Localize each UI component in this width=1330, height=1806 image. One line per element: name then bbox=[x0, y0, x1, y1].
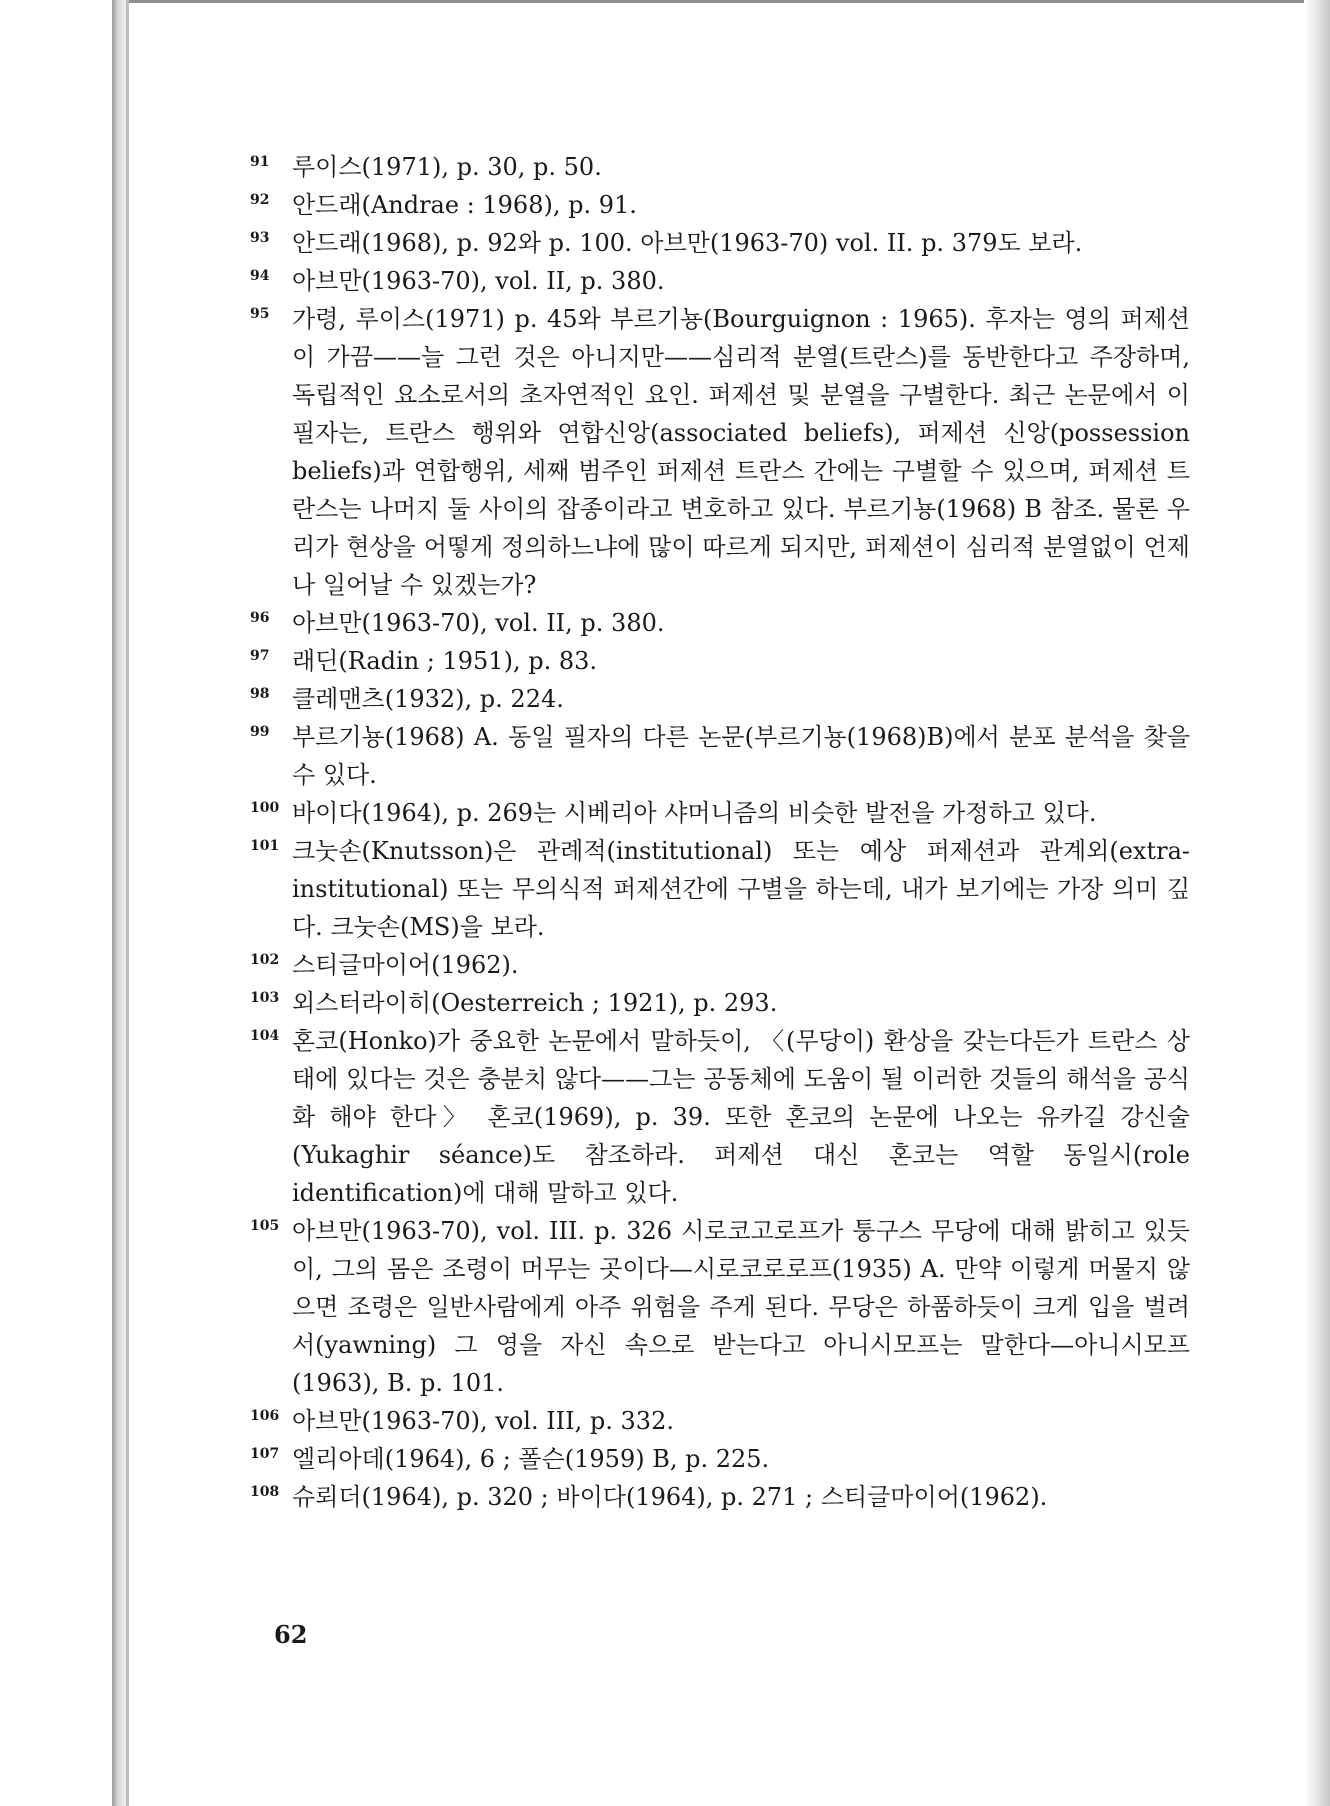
footnote-text: 크눗손(Knutsson)은 관례적(institutional) 또는 예상 퍼제션과 관계외(extra-institutional) 또는 무의식적 퍼제션간에 구별을 하는데, 내가 보기에는 가장 의미 깊다. 크눗손(MS)을 보라. bbox=[292, 837, 1190, 941]
footnote-text: 외스터라이히(Oesterreich ; 1921), p. 293. bbox=[292, 989, 778, 1017]
footnote-105 bbox=[250, 1212, 1190, 1402]
footnote-number: 105 bbox=[250, 1218, 280, 1234]
footnote-106 bbox=[250, 1402, 1190, 1440]
footnotes-list bbox=[250, 148, 1190, 1516]
footnote-text: 부르기뇽(1968) A. 동일 필자의 다른 논문(부르기뇽(1968)B)에서 분포 분석을 찾을 수 있다. bbox=[292, 723, 1190, 789]
footnote-number: 104 bbox=[250, 1028, 280, 1044]
footnote-number: 94 bbox=[250, 268, 270, 284]
footnote-107 bbox=[250, 1440, 1190, 1478]
footnote-text: 아브만(1963-70), vol. II, p. 380. bbox=[292, 267, 665, 295]
page-edge-right bbox=[1304, 0, 1330, 1806]
footnote-100 bbox=[250, 794, 1190, 832]
footnote-text: 스티글마이어(1962). bbox=[292, 951, 519, 979]
footnote-text: 가령, 루이스(1971) p. 45와 부르기뇽(Bourguignon : 1965). 후자는 영의 퍼제션이 가끔——늘 그런 것은 아니지만——심리적 분열(트란스)를 동반한다고 주장하며, 독립적인 요소로서의 초자연적인 요인. 퍼제션 및 분열을 구별한다. 최근 논문에서 이 필자는, 트란스 행위와 연합신앙(associated beliefs), 퍼제션 신앙(possession beliefs)과 연합행위, 세째 범주인 퍼제션 트란스 간에는 구별할 수 있으며, 퍼제션 트란스는 나머지 둘 사이의 잡종이라고 변호하고 있다. 부르기뇽(1968) B 참조. 물론 우리가 현상을 어떻게 정의하느냐에 많이 따르게 되지만, 퍼제션이 심리적 분열없이 언제나 일어날 수 있겠는가? bbox=[292, 305, 1190, 599]
footnote-number: 92 bbox=[250, 192, 270, 208]
footnote-108 bbox=[250, 1478, 1190, 1516]
footnote-number: 95 bbox=[250, 306, 270, 322]
page-number: 62 bbox=[274, 1620, 308, 1649]
page-edge-left-inner bbox=[126, 0, 129, 1806]
footnote-text: 아브만(1963-70), vol. II, p. 380. bbox=[292, 609, 665, 637]
footnote-number: 103 bbox=[250, 990, 280, 1006]
footnote-text: 아브만(1963-70), vol. III, p. 332. bbox=[292, 1407, 674, 1435]
footnote-text: 안드래(Andrae : 1968), p. 91. bbox=[292, 191, 637, 219]
footnote-95 bbox=[250, 300, 1190, 604]
footnote-text: 클레맨츠(1932), p. 224. bbox=[292, 685, 564, 713]
footnote-text: 래딘(Radin ; 1951), p. 83. bbox=[292, 647, 597, 675]
footnote-number: 98 bbox=[250, 686, 270, 702]
footnote-text: 슈뢰더(1964), p. 320 ; 바이다(1964), p. 271 ; 스티글마이어(1962). bbox=[292, 1483, 1048, 1511]
footnote-number: 96 bbox=[250, 610, 270, 626]
footnote-93 bbox=[250, 224, 1190, 262]
footnote-104 bbox=[250, 1022, 1190, 1212]
footnote-number: 91 bbox=[250, 154, 270, 170]
footnote-number: 97 bbox=[250, 648, 270, 664]
footnote-text: 아브만(1963-70), vol. III. p. 326 시로코고로프가 퉁구스 무당에 대해 밝히고 있듯이, 그의 몸은 조령이 머무는 곳이다—시로코로로프(1935) A. 만약 이렇게 머물지 않으면 조령은 일반사람에게 아주 위험을 주게 된다. 무당은 하품하듯이 크게 입을 벌려서(yawning) 그 영을 자신 속으로 받는다고 아니시모프는 말한다—아니시모프(1963), B. p. 101. bbox=[292, 1217, 1190, 1397]
footnote-number: 101 bbox=[250, 838, 280, 854]
footnote-91 bbox=[250, 148, 1190, 186]
footnote-number: 108 bbox=[250, 1484, 280, 1500]
footnote-text: 안드래(1968), p. 92와 p. 100. 아브만(1963-70) vol. II. p. 379도 보라. bbox=[292, 229, 1083, 257]
footnote-number: 100 bbox=[250, 800, 280, 816]
footnote-98 bbox=[250, 680, 1190, 718]
page-edge-left bbox=[112, 0, 126, 1806]
footnote-101 bbox=[250, 832, 1190, 946]
footnote-99 bbox=[250, 718, 1190, 794]
footnote-text: 바이다(1964), p. 269는 시베리아 샤머니즘의 비슷한 발전을 가정하고 있다. bbox=[292, 799, 1097, 827]
footnote-number: 93 bbox=[250, 230, 270, 246]
footnote-text: 루이스(1971), p. 30, p. 50. bbox=[292, 153, 602, 181]
footnote-number: 99 bbox=[250, 724, 270, 740]
footnote-number: 102 bbox=[250, 952, 280, 968]
footnote-102 bbox=[250, 946, 1190, 984]
footnote-96 bbox=[250, 604, 1190, 642]
footnote-text: 엘리아데(1964), 6 ; 폴슨(1959) B, p. 225. bbox=[292, 1445, 770, 1473]
footnote-103 bbox=[250, 984, 1190, 1022]
footnote-94 bbox=[250, 262, 1190, 300]
footnote-text: 혼코(Honko)가 중요한 논문에서 말하듯이, 〈(무당이) 환상을 갖는다든가 트란스 상태에 있다는 것은 충분치 않다——그는 공동체에 도움이 될 이러한 것들의 해석을 공식화 해야 한다〉 혼코(1969), p. 39. 또한 혼코의 논문에 나오는 유카길 강신술(Yukaghir séance)도 참조하라. 퍼제션 대신 혼코는 역할 동일시(role identification)에 대해 말하고 있다. bbox=[292, 1027, 1190, 1207]
footnote-number: 106 bbox=[250, 1408, 280, 1424]
page-edge-top bbox=[118, 0, 1318, 3]
footnote-number: 107 bbox=[250, 1446, 280, 1462]
footnote-97 bbox=[250, 642, 1190, 680]
footnote-92 bbox=[250, 186, 1190, 224]
